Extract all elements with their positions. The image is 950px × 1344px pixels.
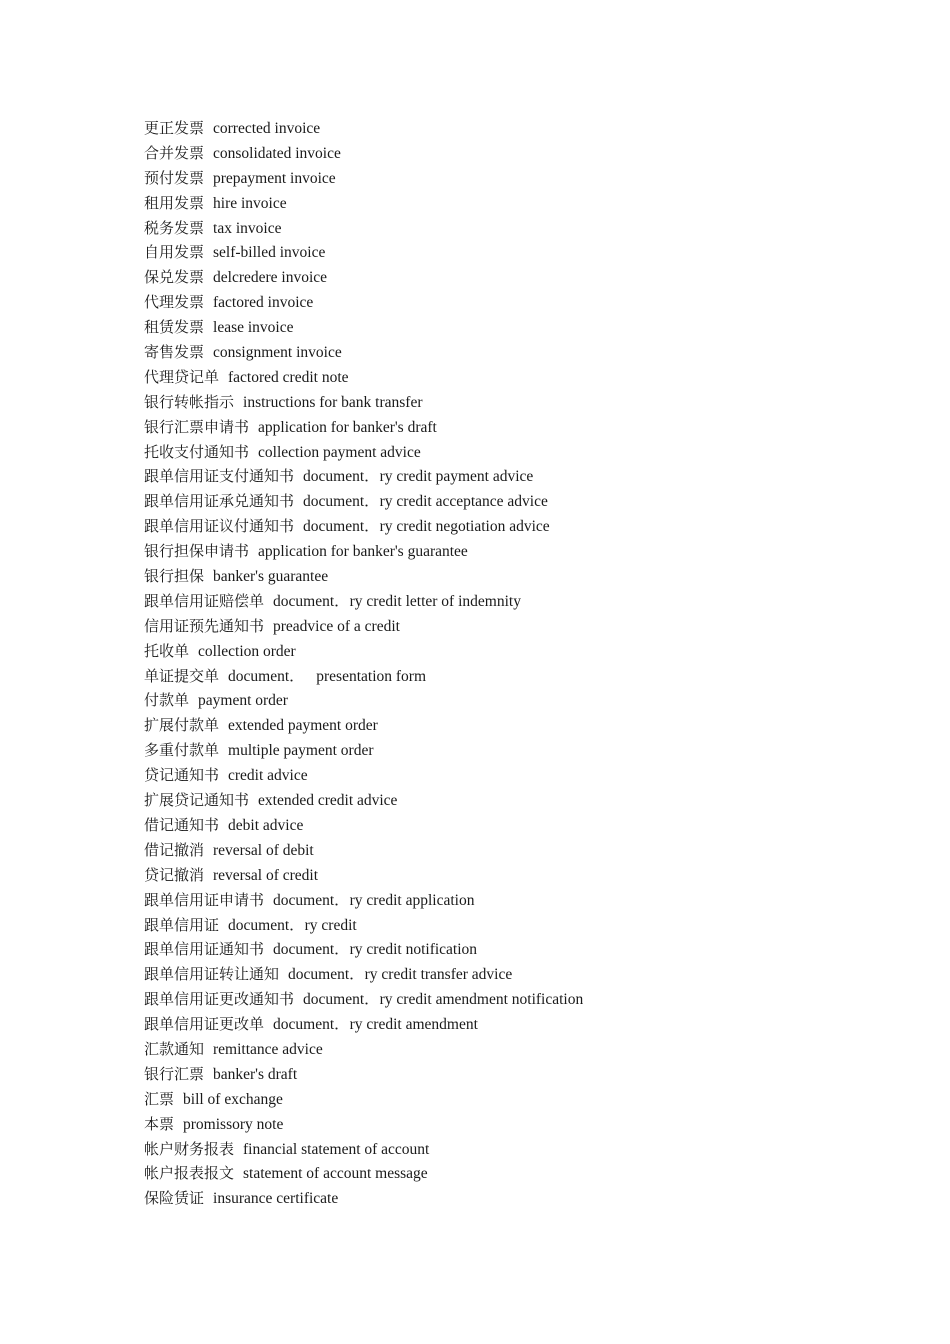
glossary-entry <box>144 589 583 614</box>
english-term: banker's draft <box>213 1065 298 1083</box>
glossary-entry <box>144 116 583 141</box>
glossary-entry <box>144 913 583 938</box>
english-term: document．ry credit application <box>273 891 475 909</box>
glossary-entry <box>144 440 583 465</box>
english-term: instructions for bank transfer <box>243 393 423 411</box>
chinese-term: 跟单信用证通知书 <box>144 940 265 959</box>
glossary-entry <box>144 688 583 713</box>
chinese-term: 借记撤消 <box>144 840 205 859</box>
glossary-entry <box>144 1161 583 1186</box>
chinese-term: 跟单信用证转让通知 <box>144 965 280 984</box>
glossary-entry <box>144 838 583 863</box>
chinese-term: 帐户报表报文 <box>144 1164 235 1183</box>
glossary-list <box>144 116 583 1211</box>
english-term: statement of account message <box>243 1165 428 1183</box>
english-term: document．ry credit payment advice <box>303 468 534 486</box>
english-term: corrected invoice <box>213 120 321 137</box>
glossary-entry <box>144 415 583 440</box>
glossary-entry <box>144 813 583 838</box>
glossary-entry <box>144 664 583 689</box>
glossary-entry <box>144 265 583 290</box>
glossary-entry <box>144 564 583 589</box>
english-term: reversal of debit <box>213 841 314 859</box>
english-term: bill of exchange <box>183 1090 283 1108</box>
glossary-entry <box>144 1087 583 1112</box>
glossary-entry <box>144 365 583 390</box>
english-term: document．ry credit amendment notification <box>303 991 584 1009</box>
chinese-term: 租用发票 <box>144 193 205 212</box>
english-term: collection payment advice <box>258 443 421 461</box>
english-term: factored credit note <box>228 368 349 386</box>
glossary-entry <box>144 962 583 987</box>
english-term: consolidated invoice <box>213 144 341 162</box>
chinese-term: 跟单信用证赔偿单 <box>144 591 265 610</box>
glossary-entry <box>144 987 583 1012</box>
english-term: payment order <box>198 692 288 710</box>
chinese-term: 保兑发票 <box>144 268 205 287</box>
glossary-entry <box>144 1137 583 1162</box>
english-term: document．ry credit negotiation advice <box>303 518 550 536</box>
chinese-term: 付款单 <box>144 691 190 710</box>
chinese-term: 单证提交单 <box>144 666 220 685</box>
glossary-entry <box>144 191 583 216</box>
glossary-entry <box>144 340 583 365</box>
chinese-term: 自用发票 <box>144 243 205 262</box>
english-term: preadvice of a credit <box>273 617 400 635</box>
glossary-entry <box>144 290 583 315</box>
chinese-term: 银行担保 <box>144 567 205 586</box>
glossary-entry <box>144 1012 583 1037</box>
glossary-entry <box>144 216 583 241</box>
chinese-term: 扩展贷记通知书 <box>144 791 250 810</box>
glossary-entry <box>144 713 583 738</box>
english-term: extended payment order <box>228 717 378 735</box>
chinese-term: 汇票 <box>144 1089 175 1108</box>
glossary-entry <box>144 141 583 166</box>
english-term: debit advice <box>228 816 304 834</box>
english-term: self-billed invoice <box>213 244 326 262</box>
english-term: document．ry credit notification <box>273 941 478 959</box>
chinese-term: 扩展付款单 <box>144 716 220 735</box>
glossary-entry <box>144 514 583 539</box>
glossary-entry <box>144 614 583 639</box>
chinese-term: 银行汇票 <box>144 1064 205 1083</box>
glossary-entry <box>144 240 583 265</box>
chinese-term: 本票 <box>144 1114 175 1133</box>
glossary-entry <box>144 1062 583 1087</box>
english-term: document．ry credit transfer advice <box>288 966 513 984</box>
chinese-term: 信用证预先通知书 <box>144 616 265 635</box>
english-term: document．ry credit <box>228 916 357 934</box>
chinese-term: 代理发票 <box>144 293 205 312</box>
chinese-term: 银行汇票申请书 <box>144 417 250 436</box>
glossary-entry <box>144 937 583 962</box>
chinese-term: 租赁发票 <box>144 318 205 337</box>
english-term: tax invoice <box>213 219 282 237</box>
glossary-entry <box>144 464 583 489</box>
english-term: hire invoice <box>213 194 287 212</box>
chinese-term: 寄售发票 <box>144 343 205 362</box>
glossary-entry <box>144 539 583 564</box>
chinese-term: 跟单信用证申请书 <box>144 890 265 909</box>
chinese-term: 跟单信用证议付通知书 <box>144 517 295 536</box>
glossary-entry <box>144 888 583 913</box>
glossary-entry <box>144 1186 583 1211</box>
chinese-term: 汇款通知 <box>144 1039 205 1058</box>
chinese-term: 代理贷记单 <box>144 367 220 386</box>
chinese-term: 预付发票 <box>144 168 205 187</box>
glossary-entry <box>144 489 583 514</box>
glossary-entry <box>144 738 583 763</box>
glossary-entry <box>144 1037 583 1062</box>
chinese-term: 保险赁证 <box>144 1189 205 1208</box>
glossary-entry <box>144 315 583 340</box>
english-term: collection order <box>198 642 296 660</box>
glossary-entry <box>144 1112 583 1137</box>
english-term: document．ry credit letter of indemnity <box>273 592 521 610</box>
english-term: document．ry credit amendment <box>273 1016 478 1034</box>
english-term: lease invoice <box>213 319 294 337</box>
english-term: factored invoice <box>213 294 314 312</box>
english-term: reversal of credit <box>213 866 319 884</box>
chinese-term: 合并发票 <box>144 143 205 162</box>
chinese-term: 税务发票 <box>144 218 205 237</box>
glossary-entry <box>144 788 583 813</box>
english-term: insurance certificate <box>213 1190 339 1208</box>
english-term: document． presentation form <box>228 667 427 685</box>
chinese-term: 跟单信用证 <box>144 915 220 934</box>
chinese-term: 借记通知书 <box>144 815 220 834</box>
english-term: remittance advice <box>213 1040 323 1058</box>
chinese-term: 银行转帐指示 <box>144 392 235 411</box>
chinese-term: 托收支付通知书 <box>144 442 250 461</box>
glossary-entry <box>144 763 583 788</box>
chinese-term: 跟单信用证更改通知书 <box>144 990 295 1009</box>
chinese-term: 多重付款单 <box>144 741 220 760</box>
chinese-term: 贷记撤消 <box>144 865 205 884</box>
english-term: document．ry credit acceptance advice <box>303 493 548 511</box>
chinese-term: 跟单信用证更改单 <box>144 1015 265 1034</box>
chinese-term: 银行担保申请书 <box>144 542 250 561</box>
english-term: application for banker's guarantee <box>258 543 468 561</box>
english-term: banker's guarantee <box>213 568 329 586</box>
chinese-term: 跟单信用证支付通知书 <box>144 467 295 486</box>
english-term: consignment invoice <box>213 344 342 362</box>
english-term: credit advice <box>228 767 308 785</box>
english-term: prepayment invoice <box>213 169 336 187</box>
english-term: delcredere invoice <box>213 269 328 287</box>
english-term: promissory note <box>183 1115 284 1133</box>
chinese-term: 跟单信用证承兑通知书 <box>144 492 295 511</box>
glossary-entry <box>144 863 583 888</box>
glossary-entry <box>144 639 583 664</box>
chinese-term: 更正发票 <box>144 119 205 137</box>
english-term: multiple payment order <box>228 742 374 760</box>
english-term: extended credit advice <box>258 792 398 810</box>
english-term: financial statement of account <box>243 1140 430 1158</box>
glossary-entry <box>144 390 583 415</box>
chinese-term: 帐户财务报表 <box>144 1139 235 1158</box>
english-term: application for banker's draft <box>258 418 437 436</box>
glossary-entry <box>144 166 583 191</box>
chinese-term: 贷记通知书 <box>144 766 220 785</box>
chinese-term: 托收单 <box>144 641 190 660</box>
